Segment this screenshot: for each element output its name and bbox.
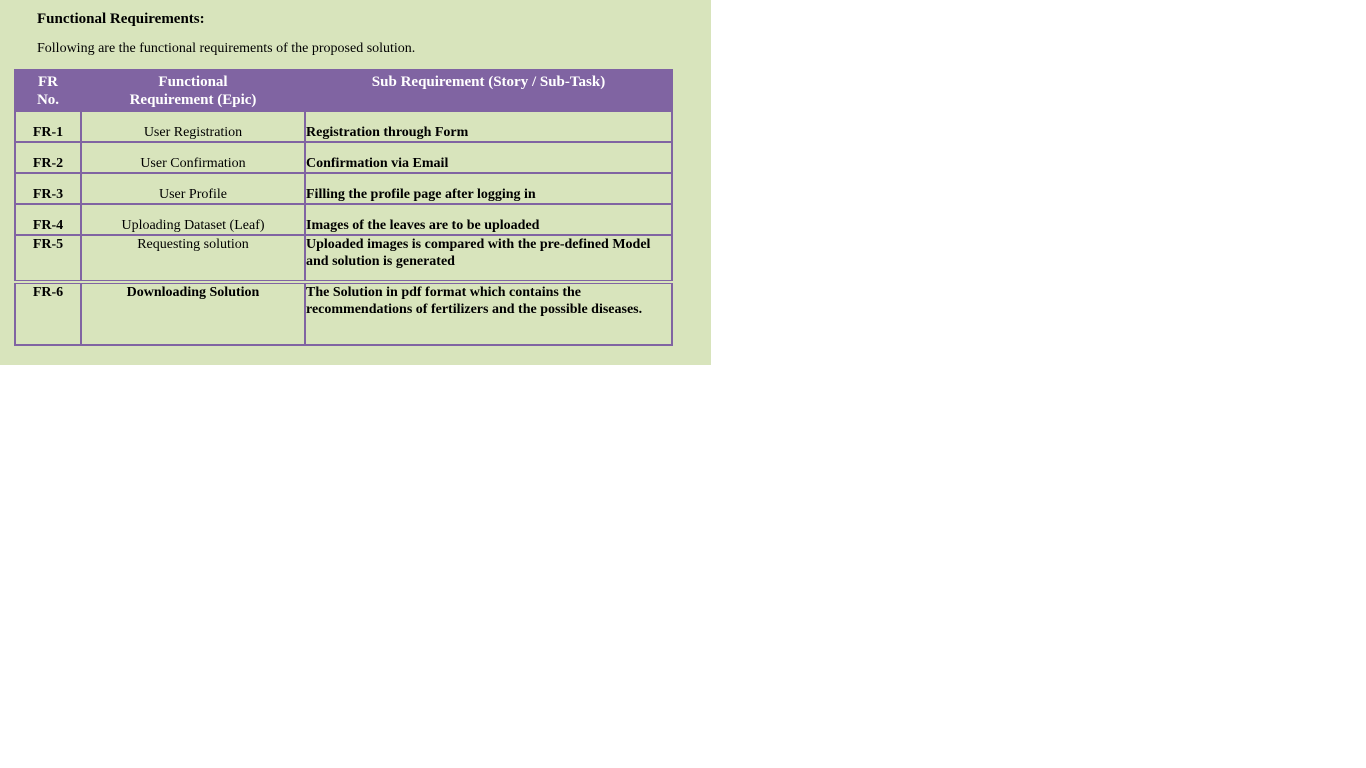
section-title: Functional Requirements: [37, 11, 205, 27]
fr-number: FR-5 [15, 235, 81, 282]
fr-sub-requirement: The Solution in pdf format which contains the recommendations of fertilizers and the possible diseases. [305, 282, 672, 345]
fr-number: FR-4 [15, 204, 81, 235]
fr-epic: User Registration [81, 111, 305, 142]
section-intro: Following are the functional requirements of the proposed solution. [37, 41, 416, 56]
header-fr-no-line2: No. [36, 92, 60, 108]
header-epic-line1: Functional [158, 74, 228, 90]
header-sub-requirement: Sub Requirement (Story / Sub-Task) [305, 70, 672, 111]
table-row [15, 111, 672, 142]
fr-epic: Downloading Solution [81, 282, 305, 345]
header-epic-line2: Requirement (Epic) [129, 92, 257, 108]
functional-requirements-table [14, 69, 673, 346]
table-row [15, 282, 672, 345]
header-fr-no [15, 70, 81, 111]
table-header-row [15, 70, 672, 111]
table-row [15, 235, 672, 282]
fr-number: FR-2 [15, 142, 81, 173]
fr-sub-requirement: Uploaded images is compared with the pre-defined Model and solution is generated [305, 235, 672, 282]
table-row [15, 173, 672, 204]
fr-epic: User Profile [81, 173, 305, 204]
fr-sub-requirement: Images of the leaves are to be uploaded [305, 204, 672, 235]
table-row [15, 204, 672, 235]
table-row [15, 142, 672, 173]
fr-sub-requirement: Filling the profile page after logging in [305, 173, 672, 204]
fr-number: FR-3 [15, 173, 81, 204]
fr-sub-requirement: Registration through Form [305, 111, 672, 142]
header-epic [81, 70, 305, 111]
fr-epic: Requesting solution [81, 235, 305, 282]
fr-number: FR-1 [15, 111, 81, 142]
fr-epic: User Confirmation [81, 142, 305, 173]
fr-sub-requirement: Confirmation via Email [305, 142, 672, 173]
document-panel [0, 0, 711, 365]
header-fr-no-line1: FR [38, 74, 58, 90]
fr-epic: Uploading Dataset (Leaf) [81, 204, 305, 235]
fr-number: FR-6 [15, 282, 81, 345]
